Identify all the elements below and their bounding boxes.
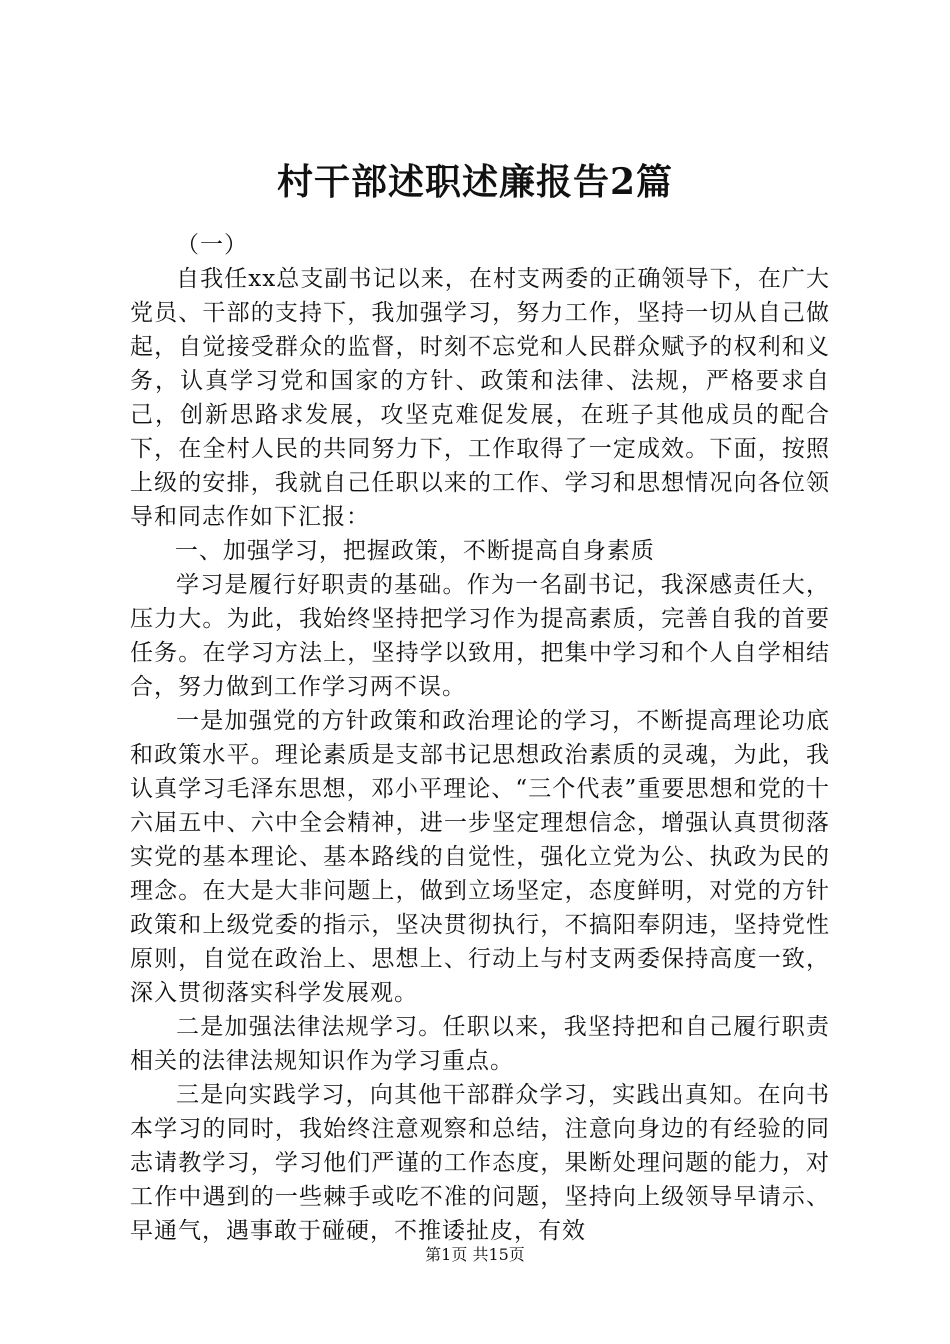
body-paragraph: 二是加强法律法规学习。任职以来，我坚持把和自己履行职责相关的法律法规知识作为学习重点。	[130, 1014, 830, 1074]
document-title: 村干部述职述廉报告2篇	[276, 161, 674, 203]
body-paragraph: 一是加强党的方针政策和政治理论的学习，不断提高理论功底和政策水平。理论素质是支部书记思想政治素质的灵魂，为此，我认真学习毛泽东思想，邓小平理论、“三个代表”重要思想和党的十六届五中、六中全会精神，进一步坚定理想信念，增强认真贯彻落实党的基本理论、基本路线的自觉性，强化立党为公、执政为民的理念。在大是大非问题上，做到立场坚定，态度鲜明，对党的方针政策和上级党委的指示，坚决贯彻执行，不搞阳奉阴违，坚持党性原则，自觉在政治上、思想上、行动上与村支两委保持高度一致，深入贯彻落实科学发展观。	[130, 708, 830, 1006]
section-marker: （一）	[176, 232, 248, 258]
body-paragraph: 三是向实践学习，向其他干部群众学习，实践出真知。在向书本学习的同时，我始终注意观察和总结，注意向身边的有经验的同志请教学习，学习他们严谨的工作态度，果断处理问题的能力，对工作中遇到的一些棘手或吃不准的问题，坚持向上级领导早请示、早通气，遇事敢于碰硬，不推诿扯皮，有效	[130, 1082, 830, 1244]
intro-paragraph: 自我任xx总支副书记以来，在村支两委的正确领导下，在广大党员、干部的支持下，我加强学习，努力工作，坚持一切从自己做起，自觉接受群众的监督，时刻不忘党和人民群众赋予的权利和义务，认真学习党和国家的方针、政策和法律、法规，严格要求自己，创新思路求发展，攻坚克难促发展，在班子其他成员的配合下，在全村人民的共同努力下，工作取得了一定成效。下面，按照上级的安排，我就自己任职以来的工作、学习和思想情况向各位领导和同志作如下汇报：	[130, 266, 830, 530]
page-number: 第1页 共15页	[425, 1245, 525, 1264]
body-paragraph: 学习是履行好职责的基础。作为一名副书记，我深感责任大，压力大。为此，我始终坚持把学习作为提高素质，完善自我的首要任务。在学习方法上，坚持学以致用，把集中学习和个人自学相结合，努力做到工作学习两不误。	[130, 572, 830, 700]
document-body	[130, 228, 830, 1248]
section-heading: 一、加强学习，把握政策，不断提高自身素质	[174, 538, 655, 564]
